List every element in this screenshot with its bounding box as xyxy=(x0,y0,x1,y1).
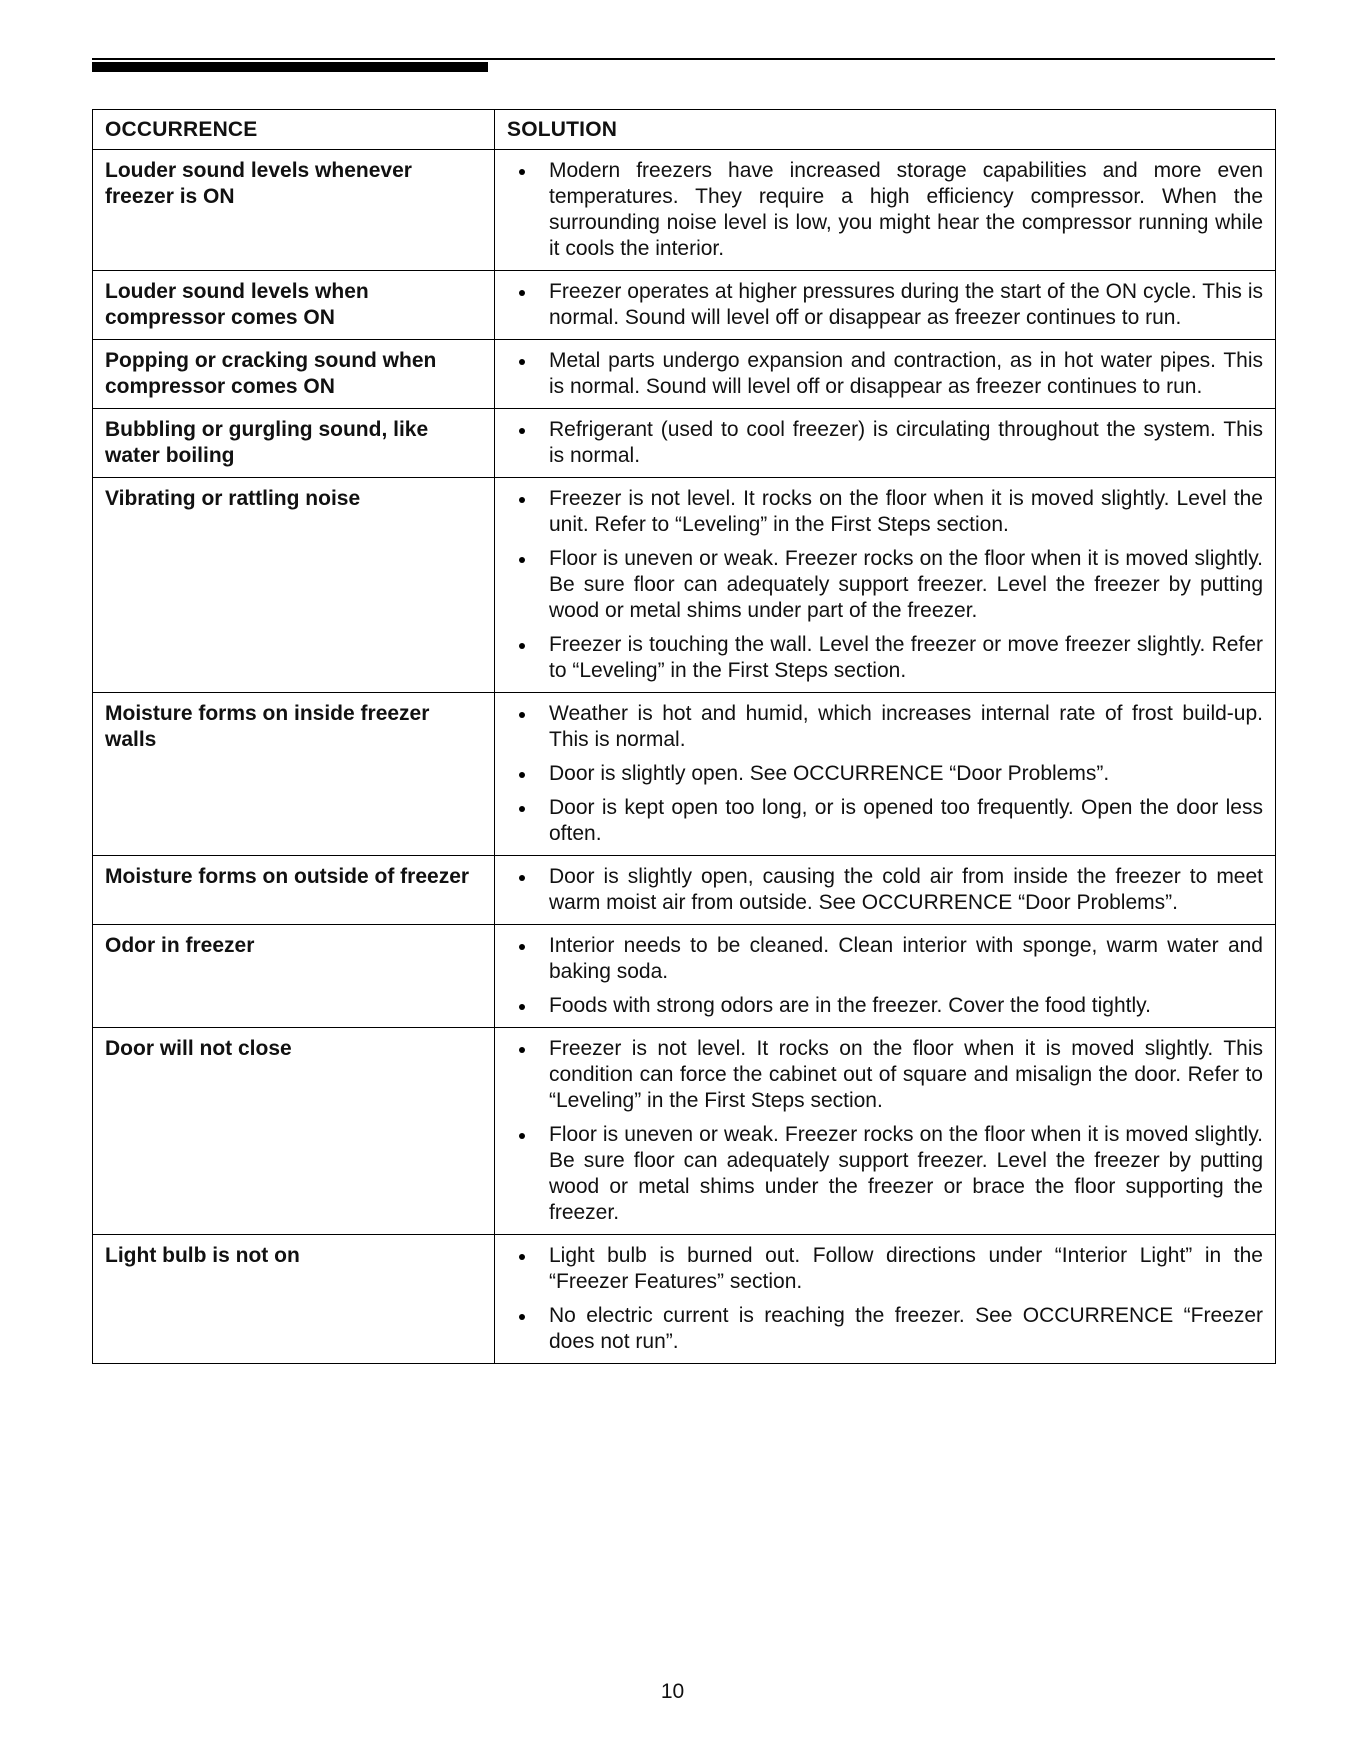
solution-text: Floor is uneven or weak. Freezer rocks on the floor when it is moved slightly. Be sure floor can adequately support freezer. Level the freezer by putting wood or metal shims under part of the freezer. xyxy=(549,547,1263,622)
solution-list xyxy=(507,348,1263,400)
solution-cell xyxy=(495,1235,1276,1364)
solution-list xyxy=(507,1243,1263,1355)
solution-item xyxy=(507,546,1263,624)
occurrence-cell: Moisture forms on outside of freezer xyxy=(93,856,495,925)
bullet-icon xyxy=(519,290,525,296)
solution-item xyxy=(507,158,1263,262)
solution-text: Freezer is not level. It rocks on the floor when it is moved slightly. Level the unit. Refer to “Leveling” in the First Steps section. xyxy=(549,487,1263,536)
solution-header: SOLUTION xyxy=(495,110,1276,150)
solution-item xyxy=(507,348,1263,400)
table-row xyxy=(93,271,1276,340)
solution-text: Freezer is touching the wall. Level the freezer or move freezer slightly. Refer to “Leveling” in the First Steps section. xyxy=(549,633,1263,682)
bullet-icon xyxy=(519,1047,525,1053)
solution-item xyxy=(507,761,1263,787)
solution-text: Floor is uneven or weak. Freezer rocks on the floor when it is moved slightly. Be sure floor can adequately support freezer. Level the freezer by putting wood or metal shims under the freezer or brace the floor supporting the freezer. xyxy=(549,1123,1263,1224)
solution-text: No electric current is reaching the freezer. See OCCURRENCE “Freezer does not run”. xyxy=(549,1304,1263,1353)
bullet-icon xyxy=(519,944,525,950)
solution-text: Light bulb is burned out. Follow directions under “Interior Light” in the “Freezer Features” section. xyxy=(549,1244,1263,1293)
solution-text: Weather is hot and humid, which increases internal rate of frost build-up. This is normal. xyxy=(549,702,1263,751)
solution-text: Door is kept open too long, or is opened too frequently. Open the door less often. xyxy=(549,796,1263,845)
solution-list xyxy=(507,417,1263,469)
solution-cell xyxy=(495,925,1276,1028)
occurrence-cell: Popping or cracking sound when compressor comes ON xyxy=(93,340,495,409)
solution-item xyxy=(507,486,1263,538)
bullet-icon xyxy=(519,772,525,778)
table-row xyxy=(93,1028,1276,1235)
solution-list xyxy=(507,864,1263,916)
bullet-icon xyxy=(519,875,525,881)
occurrence-header: OCCURRENCE xyxy=(93,110,495,150)
solution-item xyxy=(507,993,1263,1019)
page-number: 10 xyxy=(660,1680,685,1703)
solution-item xyxy=(507,795,1263,847)
solution-item xyxy=(507,1036,1263,1114)
solution-item xyxy=(507,417,1263,469)
occurrence-cell: Vibrating or rattling noise xyxy=(93,478,495,693)
table-body xyxy=(93,150,1276,1364)
solution-cell xyxy=(495,409,1276,478)
bullet-icon xyxy=(519,712,525,718)
top-rule xyxy=(92,58,1275,60)
bullet-icon xyxy=(519,643,525,649)
troubleshooting-table xyxy=(92,109,1276,1364)
solution-list xyxy=(507,279,1263,331)
table-row xyxy=(93,340,1276,409)
bullet-icon xyxy=(519,428,525,434)
solution-cell xyxy=(495,150,1276,271)
solution-text: Modern freezers have increased storage capabilities and more even temperatures. They require a high efficiency compressor. When the surrounding noise level is low, you might hear the compressor running while it cools the interior. xyxy=(549,159,1263,260)
solution-item xyxy=(507,1303,1263,1355)
solution-item xyxy=(507,1122,1263,1226)
table-row xyxy=(93,478,1276,693)
solution-cell xyxy=(495,693,1276,856)
table-row xyxy=(93,1235,1276,1364)
solution-list xyxy=(507,158,1263,262)
solution-cell xyxy=(495,340,1276,409)
solution-text: Freezer operates at higher pressures during the start of the ON cycle. This is normal. Sound will level off or disappear as freezer continues to run. xyxy=(549,280,1263,329)
occurrence-cell: Door will not close xyxy=(93,1028,495,1235)
bullet-icon xyxy=(519,169,525,175)
solution-item xyxy=(507,864,1263,916)
occurrence-cell: Louder sound levels whenever freezer is ON xyxy=(93,150,495,271)
solution-cell xyxy=(495,478,1276,693)
occurrence-cell: Odor in freezer xyxy=(93,925,495,1028)
solution-list xyxy=(507,486,1263,684)
bullet-icon xyxy=(519,359,525,365)
bullet-icon xyxy=(519,1254,525,1260)
table-row xyxy=(93,150,1276,271)
solution-cell xyxy=(495,856,1276,925)
bullet-icon xyxy=(519,497,525,503)
solution-text: Foods with strong odors are in the freezer. Cover the food tightly. xyxy=(549,994,1151,1017)
solution-list xyxy=(507,1036,1263,1226)
solution-text: Door is slightly open. See OCCURRENCE “Door Problems”. xyxy=(549,762,1110,785)
solution-item xyxy=(507,279,1263,331)
bullet-icon xyxy=(519,1314,525,1320)
solution-cell xyxy=(495,271,1276,340)
solution-list xyxy=(507,933,1263,1019)
bullet-icon xyxy=(519,557,525,563)
occurrence-cell: Louder sound levels when compressor comes ON xyxy=(93,271,495,340)
solution-item xyxy=(507,933,1263,985)
solution-text: Interior needs to be cleaned. Clean interior with sponge, warm water and baking soda. xyxy=(549,934,1263,983)
solution-item xyxy=(507,701,1263,753)
solution-cell xyxy=(495,1028,1276,1235)
bullet-icon xyxy=(519,1133,525,1139)
solution-list xyxy=(507,701,1263,847)
table-row xyxy=(93,856,1276,925)
occurrence-cell: Bubbling or gurgling sound, like water boiling xyxy=(93,409,495,478)
solution-text: Metal parts undergo expansion and contraction, as in hot water pipes. This is normal. Sound will level off or disappear as freezer continues to run. xyxy=(549,349,1263,398)
table-row xyxy=(93,925,1276,1028)
table-row xyxy=(93,693,1276,856)
header-row xyxy=(93,110,1276,150)
solution-text: Freezer is not level. It rocks on the floor when it is moved slightly. This condition can force the cabinet out of square and misalign the door. Refer to “Leveling” in the First Steps section. xyxy=(549,1037,1263,1112)
top-rule-accent xyxy=(92,62,488,72)
solution-text: Door is slightly open, causing the cold air from inside the freezer to meet warm moist air from outside. See OCCURRENCE “Door Problems”. xyxy=(549,865,1263,914)
solution-text: Refrigerant (used to cool freezer) is circulating throughout the system. This is normal. xyxy=(549,418,1263,467)
bullet-icon xyxy=(519,1004,525,1010)
solution-item xyxy=(507,1243,1263,1295)
occurrence-cell: Light bulb is not on xyxy=(93,1235,495,1364)
solution-item xyxy=(507,632,1263,684)
bullet-icon xyxy=(519,806,525,812)
occurrence-cell: Moisture forms on inside freezer walls xyxy=(93,693,495,856)
table-row xyxy=(93,409,1276,478)
